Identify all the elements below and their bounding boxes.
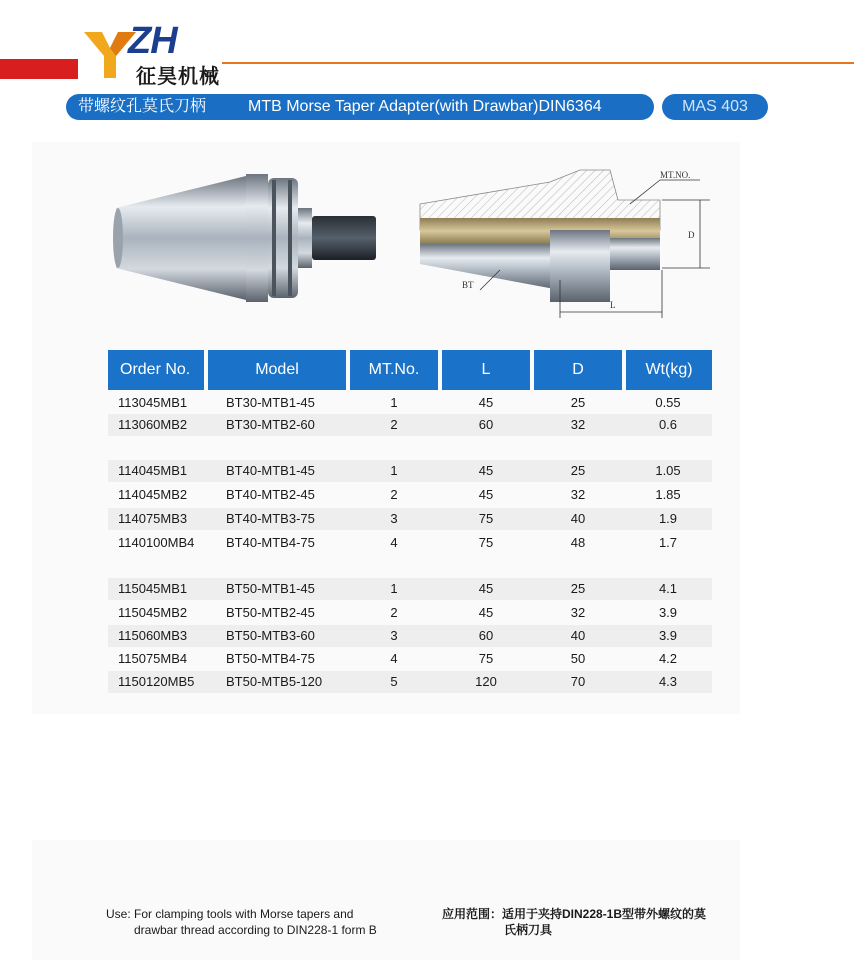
cell-wt: 4.1 — [658, 581, 678, 596]
usage-cn-line-2: 氏柄刀具 — [504, 923, 553, 937]
cell-model: BT40-MTB2-45 — [226, 487, 315, 502]
cell-mt-no: 1 — [390, 395, 398, 410]
cell-mt-no: 3 — [390, 511, 398, 526]
cell-order-no: 1140100MB4 — [118, 535, 195, 550]
cell-wt: 3.9 — [658, 605, 678, 620]
cell-order-no: 115045MB2 — [118, 605, 188, 620]
logo-letters: ZH — [128, 20, 177, 62]
table-row — [108, 392, 712, 414]
cell-mt-no: 4 — [390, 535, 398, 550]
cell-l: 75 — [478, 511, 494, 526]
product-title-en: MTB Morse Taper Adapter(with Drawbar)DIN6364 — [248, 98, 602, 115]
label-mt-no: MT.NO. — [660, 170, 691, 180]
cell-model: BT50-MTB3-60 — [226, 628, 315, 643]
cell-order-no: 113045MB1 — [118, 395, 188, 410]
cell-d: 50 — [570, 651, 586, 666]
cell-wt: 1.7 — [658, 535, 678, 550]
cell-order-no: 115075MB4 — [118, 651, 188, 666]
cell-wt: 1.9 — [658, 511, 678, 526]
cell-l: 45 — [478, 463, 494, 478]
cell-d: 25 — [570, 581, 586, 596]
product-title-cn: 带螺纹孔莫氏刀柄 — [78, 98, 207, 115]
cell-wt: 1.05 — [655, 463, 681, 478]
table-row — [108, 578, 712, 600]
cell-wt: 1.85 — [655, 487, 681, 502]
cell-order-no: 113060MB2 — [118, 417, 188, 432]
usage-english — [106, 906, 377, 938]
cell-mt-no: 2 — [390, 605, 398, 620]
cell-l: 60 — [478, 628, 494, 643]
label-bt: BT — [462, 280, 474, 290]
cell-l: 60 — [478, 417, 494, 432]
cell-wt: 0.55 — [655, 395, 681, 410]
cell-model: BT40-MTB1-45 — [226, 463, 315, 478]
cell-wt: 0.6 — [658, 417, 678, 432]
cell-mt-no: 1 — [390, 581, 398, 596]
cell-wt: 4.2 — [658, 651, 678, 666]
cell-model: BT50-MTB5-120 — [226, 674, 323, 689]
cell-model: BT50-MTB1-45 — [226, 581, 315, 596]
cell-d: 32 — [570, 417, 586, 432]
cell-mt-no: 1 — [390, 463, 398, 478]
standard-badge: MAS 403 — [662, 94, 768, 120]
cell-d: 40 — [570, 511, 586, 526]
header-orange-line — [222, 62, 854, 64]
cell-l: 45 — [478, 487, 494, 502]
technical-drawing — [410, 160, 720, 322]
cell-model: BT50-MTB2-45 — [226, 605, 315, 620]
logo-company-name: 征昊机械 — [136, 66, 220, 88]
table-row — [108, 648, 712, 670]
header-order-no: Order No. — [108, 350, 204, 390]
usage-panel — [32, 840, 740, 960]
table-row — [108, 460, 712, 482]
cell-order-no: 114045MB2 — [118, 487, 188, 502]
header-red-bar — [0, 59, 78, 79]
cell-l: 75 — [478, 651, 494, 666]
header-l: L — [442, 350, 530, 390]
cell-l: 45 — [478, 395, 494, 410]
usage-cn-line-1: 应用范围：适用于夹持DIN228-1B型带外螺纹的莫 — [442, 907, 707, 921]
header-mt-no: MT.No. — [350, 350, 438, 390]
cell-mt-no: 4 — [390, 651, 398, 666]
cell-model: BT30-MTB2-60 — [226, 417, 315, 432]
cell-order-no: 114045MB1 — [118, 463, 188, 478]
cell-d: 25 — [570, 463, 586, 478]
company-logo — [80, 20, 230, 88]
cell-model: BT50-MTB4-75 — [226, 651, 315, 666]
cell-wt: 4.3 — [658, 674, 678, 689]
cell-l: 45 — [478, 581, 494, 596]
cell-model: BT40-MTB4-75 — [226, 535, 315, 550]
table-row — [108, 508, 712, 530]
table-row — [108, 414, 712, 436]
cell-order-no: 115060MB3 — [118, 628, 188, 643]
cell-d: 25 — [570, 395, 586, 410]
usage-en-line-2: drawbar thread according to DIN228-1 form B — [134, 923, 377, 937]
cell-order-no: 1150120MB5 — [118, 674, 195, 689]
usage-chinese — [442, 906, 706, 938]
label-l: L — [610, 300, 616, 310]
table-row — [108, 671, 712, 693]
header-model: Model — [208, 350, 346, 390]
cell-l: 120 — [475, 674, 497, 689]
table-row — [108, 532, 712, 554]
cell-l: 75 — [478, 535, 494, 550]
usage-en-line-1: Use: For clamping tools with Morse tapers and — [106, 907, 354, 921]
cell-wt: 3.9 — [658, 628, 678, 643]
cell-mt-no: 2 — [390, 487, 398, 502]
cell-d: 70 — [570, 674, 586, 689]
cell-l: 45 — [478, 605, 494, 620]
cell-d: 32 — [570, 605, 586, 620]
product-title-banner — [66, 94, 654, 120]
cell-model: BT40-MTB3-75 — [226, 511, 315, 526]
table-row — [108, 625, 712, 647]
header-wt: Wt(kg) — [626, 350, 712, 390]
cell-mt-no: 2 — [390, 417, 398, 432]
table-row — [108, 484, 712, 506]
cell-d: 32 — [570, 487, 586, 502]
cell-order-no: 114075MB3 — [118, 511, 188, 526]
cell-d: 48 — [570, 535, 586, 550]
header-d: D — [534, 350, 622, 390]
cell-order-no: 115045MB1 — [118, 581, 188, 596]
cell-d: 40 — [570, 628, 586, 643]
cell-model: BT30-MTB1-45 — [226, 395, 315, 410]
table-row — [108, 602, 712, 624]
cell-mt-no: 5 — [390, 674, 398, 689]
cell-mt-no: 3 — [390, 628, 398, 643]
label-d: D — [688, 230, 695, 240]
product-photo — [112, 168, 382, 308]
